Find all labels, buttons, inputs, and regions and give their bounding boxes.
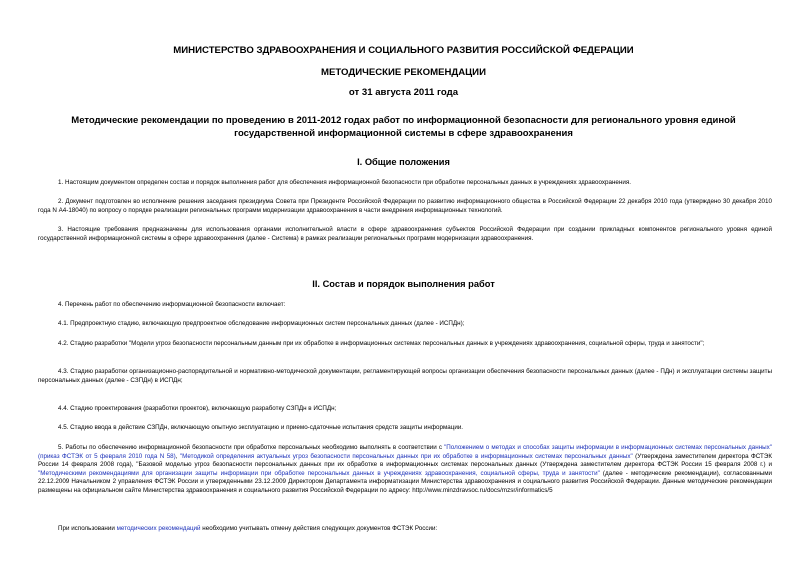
- threat-methodology-link[interactable]: "Методикой определения актуальных угроз безопасности персональных данных при их обработке в информационных системах персональных данных": [179, 452, 633, 460]
- paragraph-5-text-2: ,: [175, 452, 180, 460]
- recommendations-link[interactable]: методических рекомендаций: [116, 525, 201, 532]
- regulation-link[interactable]: "Положением о методах и способах защиты информации в информационных системах персональных данных" (приказ ФСТЭК от 5 февраля 2010 года N 58): [38, 444, 772, 460]
- paragraph-4-2: 4.2. Стадию разработки "Модели угроз безопасности персональным данным при их обработке в информационных системах персональных данных в учреждениях здравоохранения, социальной сферы, труда и занятости";: [58, 340, 705, 347]
- paragraph-5-text-4: (далее - методические рекомендации), согласованными 22.12.2009 Начальником 2 управления ФСТЭК России и утвержденными 23.12.2009 Директором Департамента информатизации Министерства здравоохранения и социального развития Российской Федерации. Данные методические рекомендации размещены на официальном сайте Министерства здравоохранения и социального развития Российской Федерации по адресу: http://www.minzdravsoc.ru/docs/mzsr/informatics/5: [38, 469, 773, 494]
- paragraph-5: [38, 444, 772, 496]
- paragraph-6-text-2: необходимо учитывать отмену действия следующих документов ФСТЭК России:: [200, 525, 438, 532]
- paragraph-4: 4. Перечень работ по обеспечению информационной безопасности включает:: [58, 301, 286, 308]
- document-title: Методические рекомендации по проведению в 2011-2012 годах работ по информационной безопасности для регионального уровня единой государственной информационной системы в сфере здравоохранения: [71, 115, 736, 139]
- paragraph-4-5: 4.5. Стадию ввода в действие СЗПДн, включающую опытную эксплуатацию и приемо-сдаточные испытания средств защиты информации.: [58, 424, 464, 431]
- paragraph-3: 3. Настоящие требования предназначены для использования органами исполнительной власти в сфере здравоохранения субъектов Российской Федерации при создании прикладных компонентов регионального уровня единой государственной информационной системы в сфере здравоохранения (далее - Система) в рамках реализации региональных программ модернизации здравоохранения.: [38, 226, 772, 242]
- paragraph-5-text-1: 5. Работы по обеспечению информационной безопасности при обработке персональных необходимо выполнять в соответствии с: [58, 444, 445, 451]
- paragraph-4-1: 4.1. Предпроектную стадию, включающую предпроектное обследование информационных систем персональных данных (далее - ИСПДн);: [58, 320, 465, 327]
- paragraph-6: [38, 525, 772, 534]
- paragraph-5-text-3: (Утверждена заместителем директора ФСТЭК России 14 февраля 2008 года), "Базовой моделью угроз безопасности персональных данных при их обработке в информационных системах персональных данных (Утверждена заместителем директора ФСТЭК России 15 февраля 2008 г.) и: [38, 452, 772, 469]
- paragraph-2: 2. Документ подготовлен во исполнение решения заседания президиума Совета при Президенте Российской Федерации по развитию информационного общества в Российской Федерации 22 декабря 2010 года (утверждено 30 декабря 2010 года N А4-18040) по вопросу о порядке реализации региональных программ модернизации здравоохранения в части внедрения информационных технологий.: [38, 198, 772, 214]
- paragraph-4-3: 4.3. Стадию разработки организационно-распорядительной и нормативно-методической документации, регламентирующей вопросы организации обеспечения безопасности персональных данных (далее - ПДн) и эксплуатации системы защиты персональных данных (далее - СЗПДн) в ИСПДн;: [38, 368, 772, 384]
- ministry-header: МИНИСТЕРСТВО ЗДРАВООХРАНЕНИЯ И СОЦИАЛЬНОГО РАЗВИТИЯ РОССИЙСКОЙ ФЕДЕРАЦИИ: [173, 45, 634, 56]
- doc-type-header: МЕТОДИЧЕСКИЕ РЕКОМЕНДАЦИИ: [321, 67, 486, 78]
- paragraph-1: 1. Настоящим документом определен состав и порядок выполнения работ для обеспечения информационной безопасности при обработке персональных данных в учреждениях здравоохранения.: [58, 179, 631, 186]
- paragraph-4-4: 4.4. Стадию проектирования (разработки проектов), включающую разработку СЗПДн в ИСПДн;: [58, 405, 337, 412]
- methodical-recommendations-link[interactable]: "Методическими рекомендациями для организации защиты информации при обработке персональных данных в учреждениях здравоохранения, социальной сферы, труда и занятости": [38, 469, 600, 477]
- section-2-heading: II. Состав и порядок выполнения работ: [312, 279, 495, 289]
- doc-date: от 31 августа 2011 года: [348, 87, 459, 98]
- paragraph-6-text-1: При использовании: [58, 525, 117, 532]
- section-1-heading: I. Общие положения: [357, 157, 450, 167]
